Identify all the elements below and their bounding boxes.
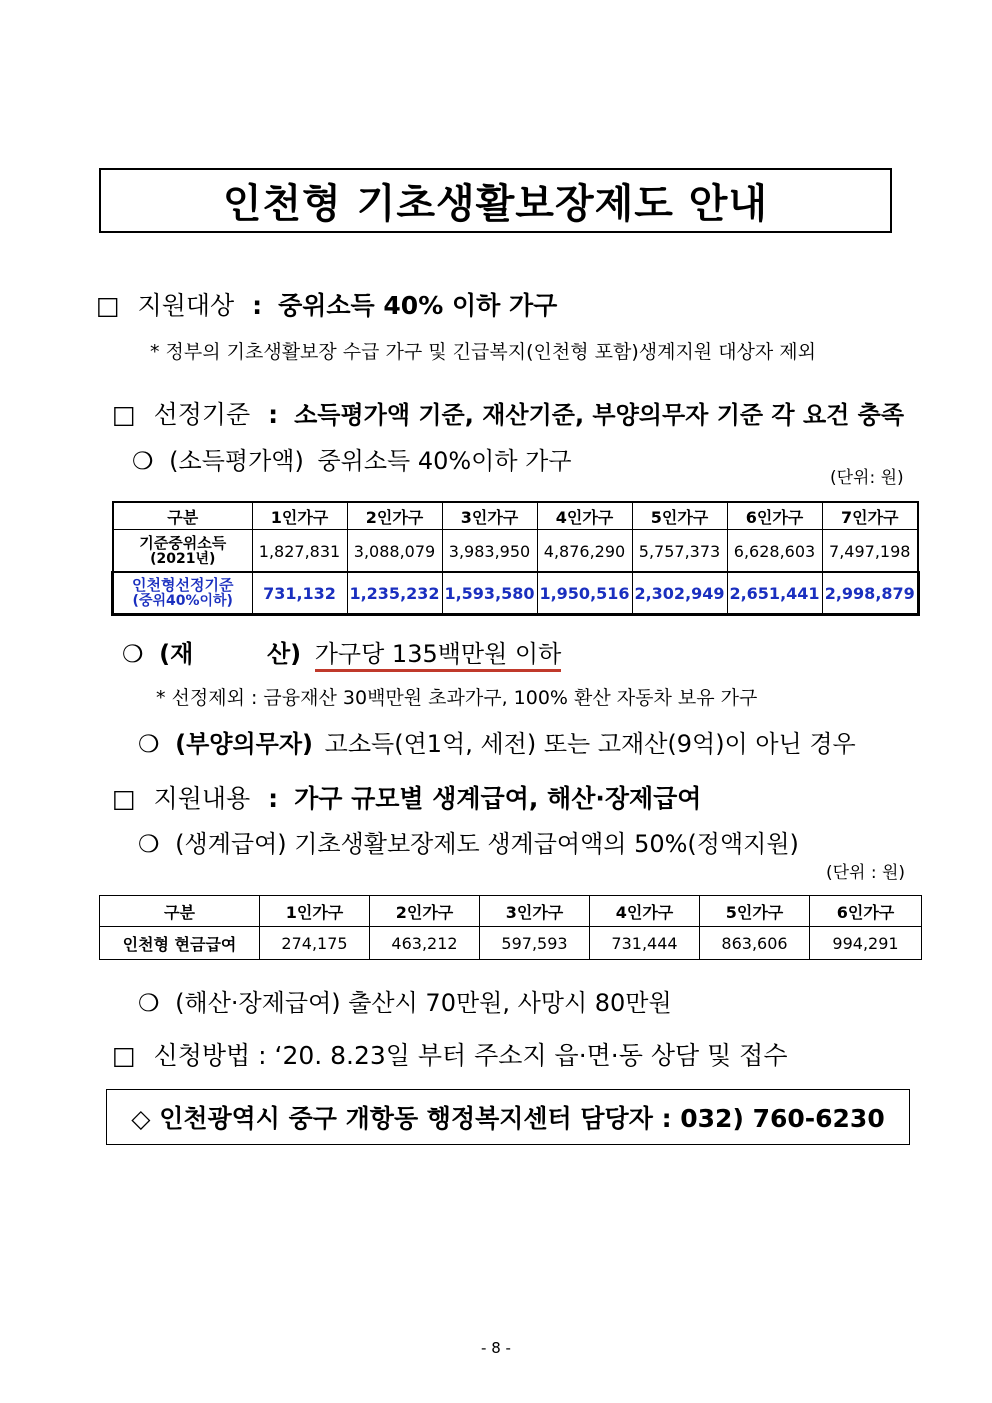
checkbox-bullet: □ bbox=[112, 1041, 136, 1070]
criteria-income bbox=[132, 441, 572, 476]
item-value: 고소득(연1억, 세전) 또는 고재산(9억)이 아닌 경우 bbox=[324, 730, 856, 758]
circle-bullet: ❍ bbox=[122, 640, 144, 668]
table-header-row bbox=[100, 896, 922, 927]
section-colon: : bbox=[268, 784, 279, 813]
row-label-line: 인천형선정기준 bbox=[132, 576, 234, 594]
header-cell: 2인가구 bbox=[370, 896, 480, 927]
table-cell: 731,444 bbox=[590, 927, 700, 960]
circle-bullet: ❍ bbox=[132, 447, 154, 475]
table-cell: 1,593,580 bbox=[442, 573, 537, 615]
section-value: 중위소득 40% 이하 가구 bbox=[278, 291, 558, 320]
section-value: 소득평가액 기준, 재산기준, 부양의무자 기준 각 요건 충족 bbox=[294, 401, 905, 429]
item-value: 가구당 135백만원 이하 bbox=[315, 640, 562, 672]
row-label-line: (2021년) bbox=[150, 551, 216, 567]
table-row bbox=[113, 530, 918, 573]
childbirth-funeral-benefit bbox=[138, 983, 672, 1018]
section-support-target bbox=[96, 286, 557, 322]
circle-bullet: ❍ bbox=[138, 830, 160, 858]
header-cell: 4인가구 bbox=[537, 502, 632, 530]
income-criteria-table bbox=[112, 501, 919, 615]
table-cell: 863,606 bbox=[700, 927, 810, 960]
table-cell: 1,827,831 bbox=[252, 530, 347, 573]
table-cell: 4,876,290 bbox=[537, 530, 632, 573]
header-cell: 5인가구 bbox=[700, 896, 810, 927]
header-cell: 1인가구 bbox=[260, 896, 370, 927]
table-cell: 463,212 bbox=[370, 927, 480, 960]
section-note: * 정부의 기초생활보장 수급 가구 및 긴급복지(인천형 포함)생계지원 대상자 제외 bbox=[150, 341, 817, 363]
item-value: 중위소득 40%이하 가구 bbox=[317, 447, 572, 475]
row-label: 인천형 현금급여 bbox=[100, 927, 260, 960]
checkbox-bullet: □ bbox=[96, 291, 120, 320]
section-label: 선정기준 bbox=[153, 400, 251, 429]
table-cell: 731,132 bbox=[252, 573, 347, 615]
header-cell: 1인가구 bbox=[252, 502, 347, 530]
row-label-line: (중위40%이하) bbox=[132, 593, 233, 609]
header-cell: 2인가구 bbox=[347, 502, 442, 530]
table-cell: 2,998,879 bbox=[822, 573, 918, 615]
header-cell: 구분 bbox=[100, 896, 260, 927]
item-text: (해산·장제급여) 출산시 70만원, 사망시 80만원 bbox=[175, 989, 672, 1017]
unit-label: (단위 : 원) bbox=[826, 863, 906, 883]
table-cell: 597,593 bbox=[480, 927, 590, 960]
item-text: (생계급여) 기초생활보장제도 생계급여액의 50%(정액지원) bbox=[175, 830, 799, 858]
cash-benefit-table bbox=[99, 895, 922, 960]
item-label: 산) bbox=[266, 640, 302, 668]
table-cell: 2,651,441 bbox=[727, 573, 822, 615]
table-cell: 5,757,373 bbox=[632, 530, 727, 573]
section-label: 지원내용 bbox=[153, 784, 251, 813]
row-label bbox=[113, 530, 252, 573]
table-cell: 2,302,949 bbox=[632, 573, 727, 615]
header-cell: 3인가구 bbox=[442, 502, 537, 530]
table-cell: 3,983,950 bbox=[442, 530, 537, 573]
header-cell: 3인가구 bbox=[480, 896, 590, 927]
page-title: 인천형 기초생활보장제도 안내 bbox=[222, 181, 769, 227]
checkbox-bullet: □ bbox=[112, 400, 136, 429]
header-cell: 구분 bbox=[113, 502, 252, 530]
table-cell: 274,175 bbox=[260, 927, 370, 960]
header-cell: 6인가구 bbox=[727, 502, 822, 530]
table-cell: 1,235,232 bbox=[347, 573, 442, 615]
circle-bullet: ❍ bbox=[138, 989, 160, 1017]
row-label-line: 기준중위소득 bbox=[139, 534, 227, 552]
header-cell: 7인가구 bbox=[822, 502, 918, 530]
table-cell: 3,088,079 bbox=[347, 530, 442, 573]
section-label: 지원대상 bbox=[137, 291, 235, 320]
item-label: (재 bbox=[159, 640, 194, 668]
section-criteria bbox=[112, 395, 904, 431]
table-cell: 1,950,516 bbox=[537, 573, 632, 615]
section-colon: : bbox=[268, 400, 279, 429]
section-colon: : bbox=[252, 291, 263, 320]
circle-bullet: ❍ bbox=[138, 730, 160, 758]
header-cell: 4인가구 bbox=[590, 896, 700, 927]
table-cell: 7,497,198 bbox=[822, 530, 918, 573]
property-note: * 선정제외 : 금융재산 30백만원 초과가구, 100% 환산 자동차 보유 가구 bbox=[156, 687, 758, 709]
contact-box bbox=[106, 1089, 910, 1145]
item-label: (소득평가액) bbox=[169, 447, 304, 475]
unit-label: (단위: 원) bbox=[830, 468, 904, 488]
page-number: - 8 - bbox=[481, 1339, 511, 1357]
table-cell: 994,291 bbox=[810, 927, 922, 960]
table-header-row bbox=[113, 502, 918, 530]
section-application bbox=[112, 1036, 788, 1072]
table-cell: 6,628,603 bbox=[727, 530, 822, 573]
title-box bbox=[99, 168, 892, 233]
section-support-content bbox=[112, 779, 701, 815]
table-row bbox=[113, 573, 918, 615]
row-label bbox=[113, 573, 252, 615]
table-row bbox=[100, 927, 922, 960]
living-benefit bbox=[138, 824, 799, 859]
header-cell: 5인가구 bbox=[632, 502, 727, 530]
checkbox-bullet: □ bbox=[112, 784, 136, 813]
criteria-property bbox=[122, 634, 561, 669]
item-label: (부양의무자) bbox=[175, 730, 314, 758]
criteria-dependents bbox=[138, 724, 856, 759]
contact-text: ◇ 인천광역시 중구 개항동 행정복지센터 담당자 : 032) 760-6230 bbox=[131, 1104, 885, 1133]
header-cell: 6인가구 bbox=[810, 896, 922, 927]
section-value: 가구 규모별 생계급여, 해산·장제급여 bbox=[294, 784, 702, 813]
section-text: 신청방법 : ‘20. 8.23일 부터 주소지 읍·면·동 상담 및 접수 bbox=[153, 1041, 788, 1070]
